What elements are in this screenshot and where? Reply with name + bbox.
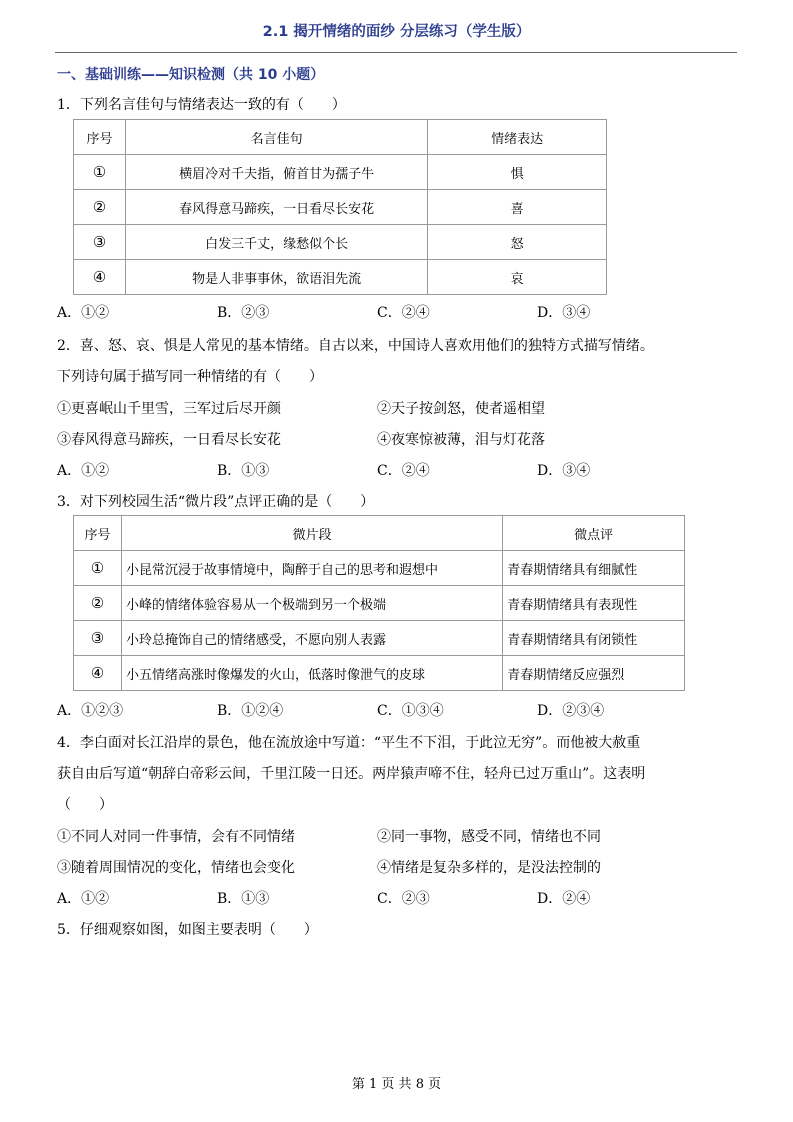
table-cell: ④ — [74, 260, 126, 295]
header-divider — [55, 52, 737, 53]
table-cell: 小玲总掩饰自己的情绪感受，不愿向别人表露 — [121, 621, 502, 656]
q3-table — [73, 515, 685, 691]
q3-option-d[interactable]: D．②③④ — [537, 703, 605, 719]
q4-item-1: ①不同人对同一件事情，会有不同情绪 — [57, 829, 295, 845]
q4-item-3: ③随着周围情况的变化，情绪也会变化 — [57, 860, 295, 876]
table-cell: ② — [74, 586, 122, 621]
q4-option-b[interactable]: B．①③ — [217, 891, 270, 907]
q2-item-1: ①更喜岷山千里雪，三军过后尽开颜 — [57, 401, 281, 417]
q3-stem: 3．对下列校园生活“微片段”点评正确的是（ ） — [57, 494, 375, 510]
q4-stem-line1: 4．李白面对长江沿岸的景色，他在流放途中写道：“平生不下泪，于此泣无穷”。而他被大赦重 — [57, 735, 641, 751]
table-cell: 喜 — [428, 190, 607, 225]
table-cell: 惧 — [428, 155, 607, 190]
table-cell: 小五情绪高涨时像爆发的火山，低落时像泄气的皮球 — [121, 656, 502, 691]
section-heading: 一、基础训练——知识检测（共 10 小题） — [57, 67, 325, 83]
table-row — [74, 155, 607, 190]
table-cell: ④ — [74, 656, 122, 691]
q2-item-3: ③春风得意马蹄疾，一日看尽长安花 — [57, 432, 281, 448]
q2-option-b[interactable]: B．①③ — [217, 463, 270, 479]
q1-option-c[interactable]: C．②④ — [377, 305, 430, 321]
q4-option-d[interactable]: D．②④ — [537, 891, 591, 907]
q1-option-b[interactable]: B．②③ — [217, 305, 270, 321]
table-cell: 怒 — [428, 225, 607, 260]
q1-option-d[interactable]: D．③④ — [537, 305, 591, 321]
q2-stem-line1: 2．喜、怒、哀、惧是人常见的基本情绪。自古以来，中国诗人喜欢用他们的独特方式描写情绪。 — [57, 338, 654, 354]
q2-item-4: ④夜寒惊被薄，泪与灯花落 — [377, 432, 545, 448]
page-footer: 第 1 页 共 8 页 — [351, 1077, 442, 1092]
table-row — [74, 260, 607, 295]
table-cell: 青春期情绪反应强烈 — [503, 656, 685, 691]
q4-option-a[interactable]: A．①② — [57, 891, 110, 907]
q4-item-4: ④情绪是复杂多样的，是没法控制的 — [377, 860, 601, 876]
table-cell: ② — [74, 190, 126, 225]
table-header-row — [74, 516, 685, 551]
table-cell: 白发三千丈，缘愁似个长 — [125, 225, 427, 260]
table-header-cell: 情绪表达 — [428, 120, 607, 155]
table-cell: 哀 — [428, 260, 607, 295]
table-cell: 青春期情绪具有细腻性 — [503, 551, 685, 586]
q4-stem-line2: 获自由后写道“朝辞白帝彩云间，千里江陵一日还。两岸猿声啼不住，轻舟已过万重山”。这表明 — [57, 766, 646, 782]
table-header-cell: 微片段 — [121, 516, 502, 551]
table-row — [74, 551, 685, 586]
table-cell: ① — [74, 551, 122, 586]
q1-option-a[interactable]: A．①② — [57, 305, 110, 321]
q1-table — [73, 119, 607, 295]
q5-stem: 5．仔细观察如图，如图主要表明（ ） — [57, 922, 318, 938]
table-cell: 青春期情绪具有闭锁性 — [503, 621, 685, 656]
document-title: 2.1 揭开情绪的面纱 分层练习（学生版） — [262, 24, 531, 40]
table-header-cell: 微点评 — [503, 516, 685, 551]
table-header-cell: 名言佳句 — [125, 120, 427, 155]
q3-option-c[interactable]: C．①③④ — [377, 703, 444, 719]
q3-option-a[interactable]: A．①②③ — [57, 703, 124, 719]
table-row — [74, 586, 685, 621]
table-header-row — [74, 120, 607, 155]
table-cell: 小昆常沉浸于故事情境中，陶醉于自己的思考和遐想中 — [121, 551, 502, 586]
table-cell: 横眉冷对千夫指，俯首甘为孺子牛 — [125, 155, 427, 190]
table-row — [74, 225, 607, 260]
table-header-cell: 序号 — [74, 120, 126, 155]
q1-stem: 1．下列名言佳句与情绪表达一致的有（ ） — [57, 97, 346, 113]
q2-option-a[interactable]: A．①② — [57, 463, 110, 479]
table-cell: ③ — [74, 621, 122, 656]
q4-item-2: ②同一事物，感受不同，情绪也不同 — [377, 829, 601, 845]
table-cell: ③ — [74, 225, 126, 260]
table-row — [74, 656, 685, 691]
q4-option-c[interactable]: C．②③ — [377, 891, 430, 907]
q2-stem-line2: 下列诗句属于描写同一种情绪的有（ ） — [57, 369, 323, 385]
table-cell: 物是人非事事休，欲语泪先流 — [125, 260, 427, 295]
table-row — [74, 621, 685, 656]
table-header-cell: 序号 — [74, 516, 122, 551]
q2-item-2: ②天子按剑怒，使者遥相望 — [377, 401, 545, 417]
table-cell: ① — [74, 155, 126, 190]
table-cell: 春风得意马蹄疾，一日看尽长安花 — [125, 190, 427, 225]
table-cell: 青春期情绪具有表现性 — [503, 586, 685, 621]
table-cell: 小峰的情绪体验容易从一个极端到另一个极端 — [121, 586, 502, 621]
q3-option-b[interactable]: B．①②④ — [217, 703, 284, 719]
q4-stem-line3: （ ） — [57, 797, 113, 813]
table-row — [74, 190, 607, 225]
q2-option-c[interactable]: C．②④ — [377, 463, 430, 479]
q2-option-d[interactable]: D．③④ — [537, 463, 591, 479]
